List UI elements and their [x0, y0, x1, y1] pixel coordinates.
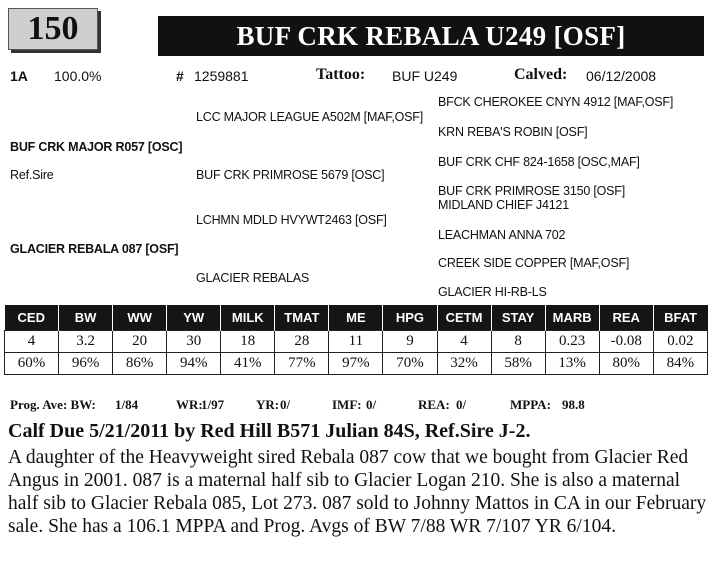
pedigree-sire-dam: BUF CRK PRIMROSE 5679 [OSC] — [196, 168, 385, 182]
epd-accuracy: 58% — [491, 353, 545, 375]
pedigree-dam-dam: GLACIER REBALAS — [196, 271, 310, 285]
epd-value: 4 — [5, 331, 59, 353]
prog-bw: 1/84 — [115, 397, 139, 412]
pedigree-sire: BUF CRK MAJOR R057 [OSC] — [10, 140, 183, 154]
epd-value: 11 — [329, 331, 383, 353]
epd-header: BW — [59, 305, 113, 331]
info-percent: 100.0% — [54, 68, 102, 84]
epd-accuracy: 86% — [113, 353, 167, 375]
epd-value: 30 — [167, 331, 221, 353]
epd-value: 4 — [437, 331, 491, 353]
epd-accuracy: 94% — [167, 353, 221, 375]
pedigree-ds-sire: MIDLAND CHIEF J4121 — [438, 198, 569, 212]
epd-table — [4, 305, 708, 375]
prog-yr: 0/ — [280, 397, 291, 412]
epd-header: ME — [329, 305, 383, 331]
epd-accuracy: 13% — [545, 353, 599, 375]
epd-header: MILK — [221, 305, 275, 331]
epd-header-row — [5, 305, 708, 331]
prog-rea-label: REA: — [418, 397, 450, 412]
epd-header: WW — [113, 305, 167, 331]
pedigree-sire-note: Ref.Sire — [10, 168, 54, 182]
epd-accuracy: 41% — [221, 353, 275, 375]
epd-value: 28 — [275, 331, 329, 353]
epd-accuracy: 60% — [5, 353, 59, 375]
epd-value: 3.2 — [59, 331, 113, 353]
pedigree-ss-sire: BFCK CHEROKEE CNYN 4912 [MAF,OSF] — [438, 95, 674, 109]
prog-wr: 1/97 — [201, 397, 225, 412]
animal-name: BUF CRK REBALA U249 [OSF] — [158, 16, 704, 56]
epd-accuracy-row — [5, 353, 708, 375]
epd-header: STAY — [491, 305, 545, 331]
pedigree-ds-dam: LEACHMAN ANNA 702 — [438, 228, 566, 242]
epd-value: 9 — [383, 331, 437, 353]
prog-imf: 0/ — [366, 397, 377, 412]
epd-header: YW — [167, 305, 221, 331]
epd-value: 20 — [113, 331, 167, 353]
epd-accuracy: 84% — [653, 353, 707, 375]
calved-label: Calved: — [514, 66, 568, 83]
calf-due: Calf Due 5/21/2011 by Red Hill B571 Julian 84S, Ref.Sire J-2. — [8, 420, 531, 442]
prog-mppa-label: MPPA: — [510, 397, 551, 412]
pedigree-dd-dam: GLACIER HI-RB-LS — [438, 285, 547, 299]
epd-value: 0.02 — [653, 331, 707, 353]
pedigree-dd-sire: CREEK SIDE COPPER [MAF,OSF] — [438, 256, 630, 270]
pedigree-ss-dam: KRN REBA'S ROBIN [OSF] — [438, 125, 588, 139]
epd-header: HPG — [383, 305, 437, 331]
epd-accuracy: 97% — [329, 353, 383, 375]
epd-accuracy: 96% — [59, 353, 113, 375]
epd-value: 18 — [221, 331, 275, 353]
calved-date: 06/12/2008 — [586, 68, 657, 84]
prog-mppa: 98.8 — [562, 397, 585, 412]
description: A daughter of the Heavyweight sired Rebala 087 cow that we bought from Glacier Red Angus in 2001. 087 is a maternal half sib to Glacier Logan 210. She is also a maternal half sib to Glacier Rebala 085, Lot 273. 087 sold to Johnny Mattos in CA in our February sale. She has a 106.1 MPPA and Prog. Avgs of BW 7/88 WR 7/107 YR 6/104. — [8, 447, 707, 537]
epd-value: -0.08 — [599, 331, 653, 353]
prog-wr-label: WR: — [176, 397, 203, 412]
lot-number: 150 — [8, 8, 98, 50]
epd-header: REA — [599, 305, 653, 331]
epd-value: 0.23 — [545, 331, 599, 353]
pedigree-dam-sire: LCHMN MDLD HVYWT2463 [OSF] — [196, 213, 387, 227]
epd-header: BFAT — [653, 305, 707, 331]
epd-header: TMAT — [275, 305, 329, 331]
epd-header: CETM — [437, 305, 491, 331]
epd-header: CED — [5, 305, 59, 331]
epd-accuracy: 80% — [599, 353, 653, 375]
prog-imf-label: IMF: — [332, 397, 362, 412]
prog-yr-label: YR: — [256, 397, 280, 412]
reg-number: 1259881 — [194, 68, 249, 84]
pedigree-dam: GLACIER REBALA 087 [OSF] — [10, 242, 179, 256]
epd-value: 8 — [491, 331, 545, 353]
pedigree-sire-sire: LCC MAJOR LEAGUE A502M [MAF,OSF] — [196, 110, 423, 124]
epd-accuracy: 70% — [383, 353, 437, 375]
pedigree-sd-sire: BUF CRK CHF 824-1658 [OSC,MAF] — [438, 155, 640, 169]
tattoo-label: Tattoo: — [316, 66, 366, 83]
info-code: 1A — [10, 68, 28, 84]
reg-label: # — [176, 68, 184, 84]
epd-value-row — [5, 331, 708, 353]
epd-accuracy: 77% — [275, 353, 329, 375]
pedigree-sd-dam: BUF CRK PRIMROSE 3150 [OSF] — [438, 184, 626, 198]
prog-rea: 0/ — [456, 397, 467, 412]
epd-header: MARB — [545, 305, 599, 331]
prog-label: Prog. Ave: BW: — [10, 397, 96, 412]
tattoo-value: BUF U249 — [392, 68, 458, 84]
epd-accuracy: 32% — [437, 353, 491, 375]
